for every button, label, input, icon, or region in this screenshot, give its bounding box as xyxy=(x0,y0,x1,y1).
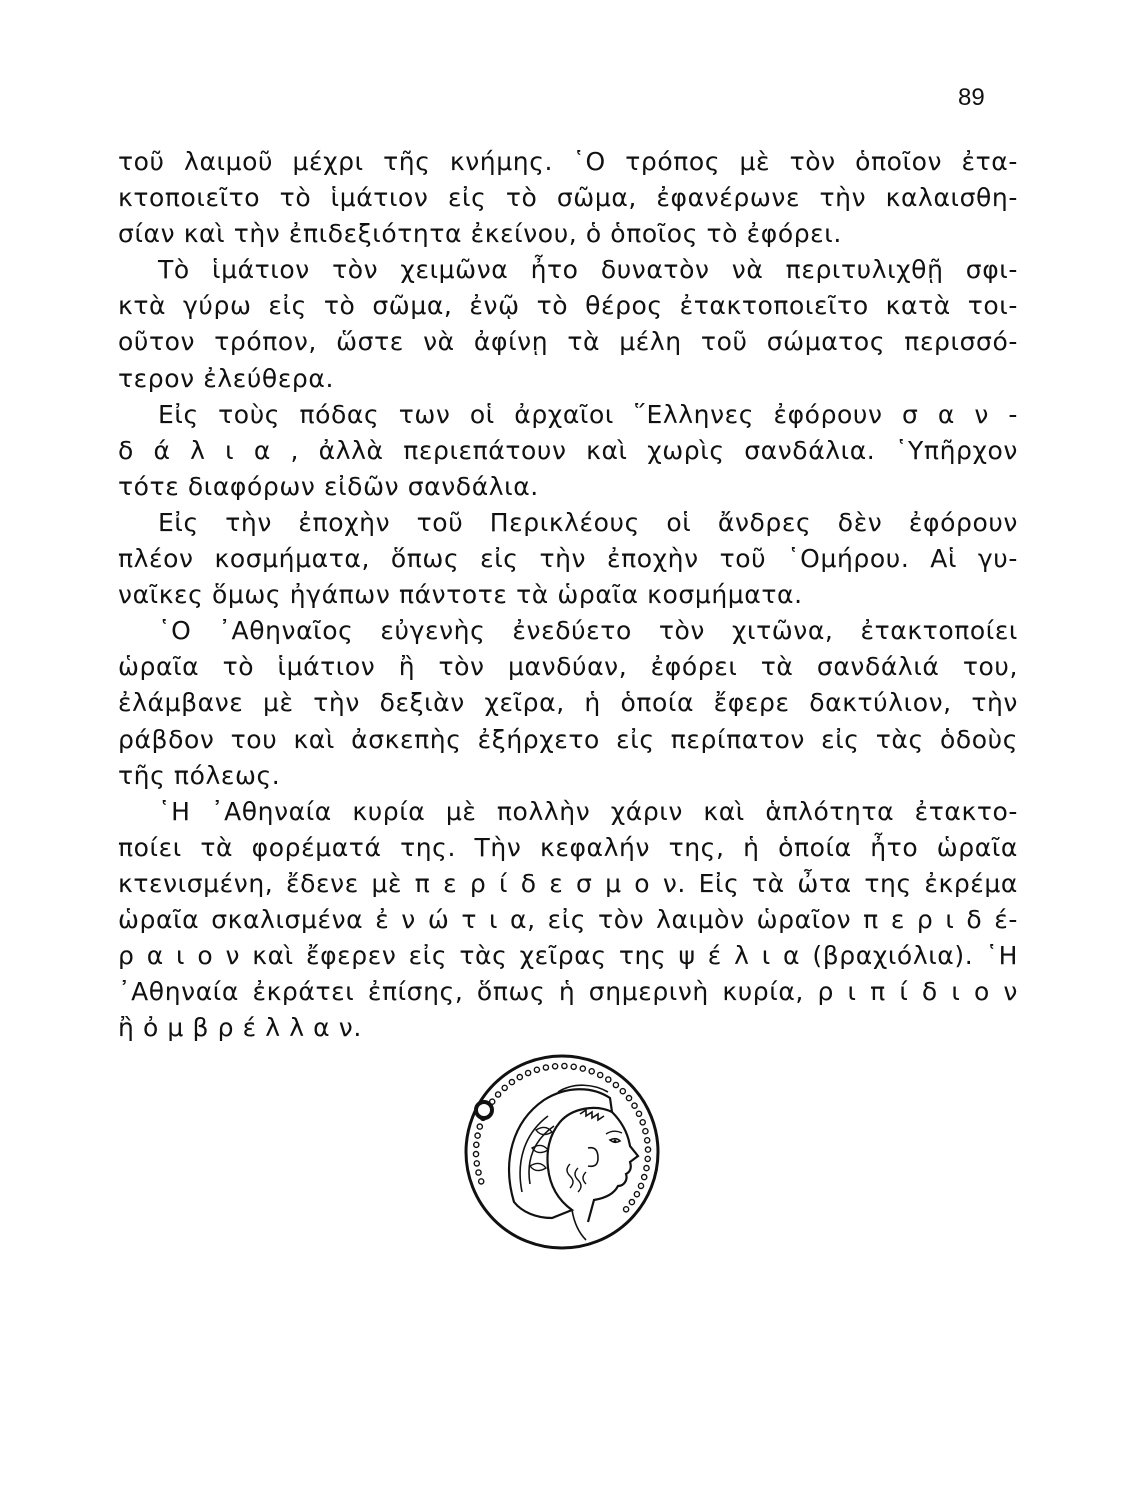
text-line: Εἰς τὴν ἐποχὴν τοῦ Περικλέους οἱ ἄνδρες δὲν ἐφόρουν xyxy=(158,507,1018,537)
text-line: οῦτον τρόπον, ὥστε νὰ ἀφίνῃ τὰ μέλη τοῦ σώματος περισσό- xyxy=(118,327,1018,357)
text-line: ποίει τὰ φορέματά της. Τὴν κεφαλήν της, ἡ ὁποία ἦτο ὡραῖα xyxy=(118,832,1018,862)
text-line: τερον ἐλεύθερα. xyxy=(118,363,335,393)
text-line: Τὸ ἱμάτιον τὸν χειμῶνα ἦτο δυνατὸν νὰ περιτυλιχθῇ σφι- xyxy=(158,255,1018,285)
text-line: δ ά λ ι α , ἀλλὰ περιεπάτουν καὶ χωρὶς σανδάλια. ῾Υπῆρχον xyxy=(118,435,1018,465)
text-line: κτὰ γύρω εἰς τὸ σῶμα, ἐνῷ τὸ θέρος ἐτακτοποιεῖτο κατὰ τοι- xyxy=(118,291,1018,321)
text-line: τῆς πόλεως. xyxy=(118,760,281,790)
text-line: κτενισμένη, ἔδενε μὲ π ε ρ ί δ ε σ μ ο ν. Εἰς τὰ ὦτα της ἐκρέμα xyxy=(118,868,1018,898)
text-line: τοῦ λαιμοῦ μέχρι τῆς κνήμης. ῾Ο τρόπος μὲ τὸν ὁποῖον ἐτα- xyxy=(118,147,1018,176)
text-line: ράβδον του καὶ ἀσκεπὴς ἐξήρχετο εἰς περίπατον εἰς τὰς ὁδοὺς xyxy=(118,724,1018,754)
body-text xyxy=(118,144,1018,1046)
text-line: σίαν καὶ τὴν ἐπιδεξιότητα ἐκείνου, ὁ ὁποῖος τὸ ἐφόρει. xyxy=(118,219,842,249)
text-line: ἢ ὀ μ β ρ έ λ λ α ν. xyxy=(118,1013,362,1043)
athena-coin-icon xyxy=(462,1052,662,1252)
page-number: 89 xyxy=(958,84,985,111)
text-line: ὡραῖα τὸ ἱμάτιον ἢ τὸν μανδύαν, ἐφόρει τὰ σανδάλιά του, xyxy=(118,652,1018,682)
text-line: ἐλάμβανε μὲ τὴν δεξιὰν χεῖρα, ἡ ὁποία ἔφερε δακτύλιον, τὴν xyxy=(118,688,1018,718)
text-line: κτοποιεῖτο τὸ ἱμάτιον εἰς τὸ σῶμα, ἐφανέρωνε τὴν καλαισθη- xyxy=(118,183,1018,213)
text-line: πλέον κοσμήματα, ὅπως εἰς τὴν ἐποχὴν τοῦ ῾Ομήρου. Αἱ γυ- xyxy=(118,544,1018,574)
text-line: τότε διαφόρων εἰδῶν σανδάλια. xyxy=(118,471,539,501)
text-line: ναῖκες ὅμως ἠγάπων πάντοτε τὰ ὡραῖα κοσμήματα. xyxy=(118,580,803,610)
text-line: Εἰς τοὺς πόδας των οἱ ἀρχαῖοι ῞Ελληνες ἐφόρουν σ α ν - xyxy=(158,399,1018,429)
text-line: ρ α ι ο ν καὶ ἔφερεν εἰς τὰς χεῖρας της ψ έ λ ι α (βραχιόλια). ῾Η xyxy=(118,941,1018,971)
text-line: ᾿Αθηναία ἐκράτει ἐπίσης, ὅπως ἡ σημερινὴ κυρία, ρ ι π ί δ ι ο ν xyxy=(118,977,1018,1007)
text-line: ῾Η ᾿Αθηναία κυρία μὲ πολλὴν χάριν καὶ ἁπλότητα ἐτακτο- xyxy=(158,796,1018,826)
text-line: ῾Ο ᾿Αθηναῖος εὐγενὴς ἐνεδύετο τὸν χιτῶνα, ἐτακτοποίει xyxy=(158,616,1018,646)
text-line: ὡραῖα σκαλισμένα ἐ ν ώ τ ι α, εἰς τὸν λαιμὸν ὡραῖον π ε ρ ι δ έ- xyxy=(118,904,1018,934)
